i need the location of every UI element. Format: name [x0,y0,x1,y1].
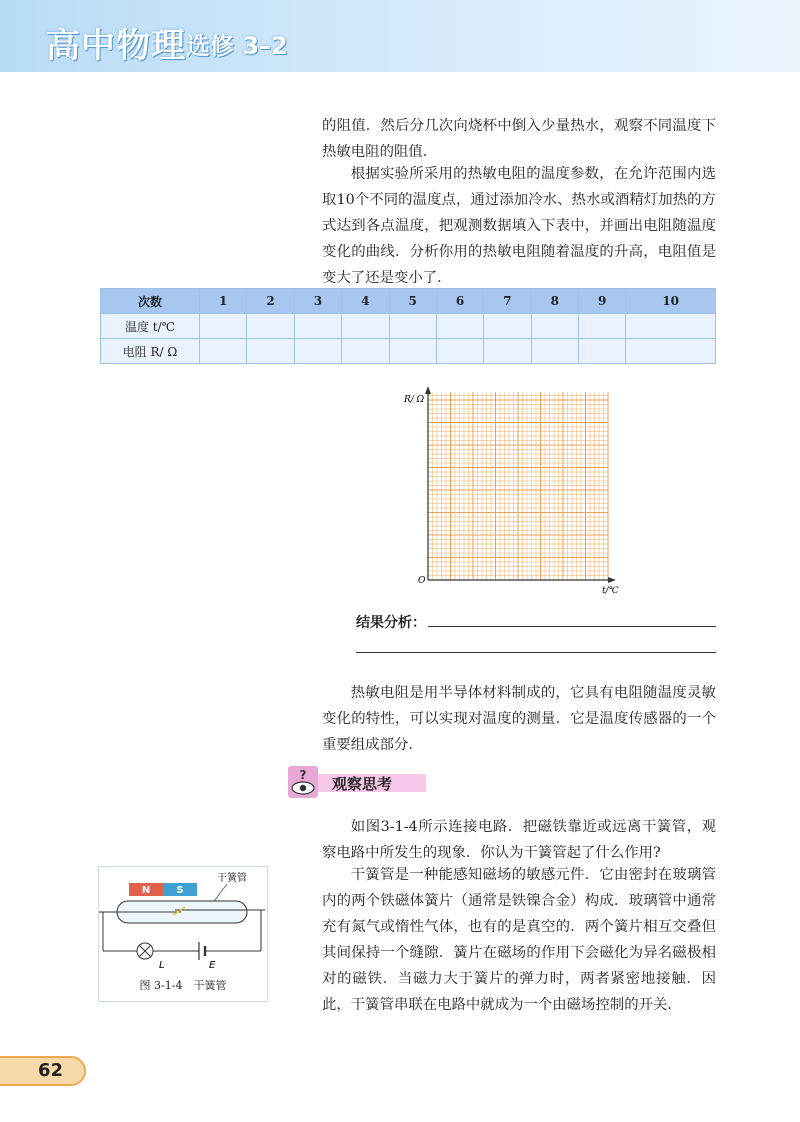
table-cell[interactable] [247,314,294,339]
table-col-header: 3 [294,289,341,314]
y-axis-label: R/ Ω [404,395,425,405]
table-cell[interactable] [389,339,436,364]
table-col-header: 1 [200,289,247,314]
battery-label: E [209,960,216,971]
table-cell[interactable] [294,339,341,364]
table-col-header: 8 [531,289,578,314]
observe-title: 观察思考 [332,775,393,793]
observe-paragraph: 如图3-1-4所示连接电路．把磁铁靠近或远离干簧管，观察电路中所发生的现象．你认为干簧管起了什么作用? [322,819,716,861]
graph-paper [398,380,628,600]
book-title: 高中物理 [46,26,186,66]
x-axis-arrow-icon [608,577,616,583]
table-col-header: 2 [247,289,294,314]
table-cell[interactable] [200,314,247,339]
x-axis-label: t/℃ [602,586,619,596]
table-cell[interactable] [579,339,626,364]
reed-switch-paragraph: 干簧管是一种能感知磁场的敏感元件．它由密封在玻璃管内的两个铁磁体簧片（通常是铁镍合金）构成．玻璃管中通常充有氮气或惰性气体，也有的是真空的．两个簧片相互交叠但其间保持一个缝隙．簧片在磁场的作用下会磁化为异名磁极相对的磁铁．当磁力大于簧片的弹力时，两者紧密地接触．因此，干簧管串联在电路中就成为一个由磁场控制的开关． [322,867,716,1013]
table-cell[interactable] [436,339,483,364]
table-row-label: 温度 t/℃ [101,314,200,339]
table-col-header: 10 [626,289,716,314]
magnet-n-label: N [141,885,151,896]
table-col-header: 5 [389,289,436,314]
table-cell[interactable] [247,339,294,364]
y-axis-arrow-icon [425,386,431,394]
result-analysis-label: 结果分析： [356,615,426,631]
table-col-header: 4 [342,289,389,314]
figure-caption: 图 3-1-4 干簧管 [139,979,227,992]
table-col-header: 6 [436,289,483,314]
thermistor-paragraph: 热敏电阻是用半导体材料制成的，它具有电阻随温度灵敏变化的特性，可以实现对温度的测量．它是温度传感器的一个重要组成部分． [322,685,716,753]
table-cell[interactable] [579,314,626,339]
graph-paper-figure [398,380,628,600]
reed-switch-figure [98,866,268,1002]
table-cell[interactable] [531,314,578,339]
table-cell[interactable] [389,314,436,339]
table-cell[interactable] [484,339,531,364]
reed-switch-label: 干簧管 [217,873,247,884]
table-cell[interactable] [436,314,483,339]
table-cell[interactable] [200,339,247,364]
table-row-temperature [101,314,716,339]
table-header-label: 次数 [101,289,200,314]
table-col-header: 9 [579,289,626,314]
table-col-header: 7 [484,289,531,314]
answer-line[interactable] [428,626,716,627]
table-cell[interactable] [531,339,578,364]
table-cell[interactable] [342,314,389,339]
body-paragraph-2: 根据实验所采用的热敏电阻的温度参数，在允许范围内选取10个不同的温度点，通过添加冷水、热水或酒精灯加热的方式达到各点温度，把观测数据填入下表中，并画出电阻随温度变化的曲线．分析你用的热敏电阻随着温度的升高，电阻值是变大了还是变小了． [322,166,716,286]
magnet-s-label: S [176,885,184,896]
table-cell[interactable] [626,314,716,339]
table-cell[interactable] [342,339,389,364]
table-header-row [101,289,716,314]
header-banner [0,0,800,72]
origin-label: O [418,576,426,586]
data-table [100,288,716,364]
answer-line[interactable] [356,652,716,653]
table-row-label: 电阻 R/ Ω [101,339,200,364]
page-number: 62 [38,1060,64,1081]
reed-switch-diagram [99,867,267,975]
book-subtitle: 选修 3–2 [186,32,288,60]
question-mark-icon: ? [299,768,307,782]
lamp-label: L [159,960,165,971]
table-cell[interactable] [626,339,716,364]
table-cell[interactable] [294,314,341,339]
table-row-resistance [101,339,716,364]
body-paragraph-1: 的阻值．然后分几次向烧杯中倒入少量热水，观察不同温度下热敏电阻的阻值． [322,118,716,160]
table-cell[interactable] [484,314,531,339]
